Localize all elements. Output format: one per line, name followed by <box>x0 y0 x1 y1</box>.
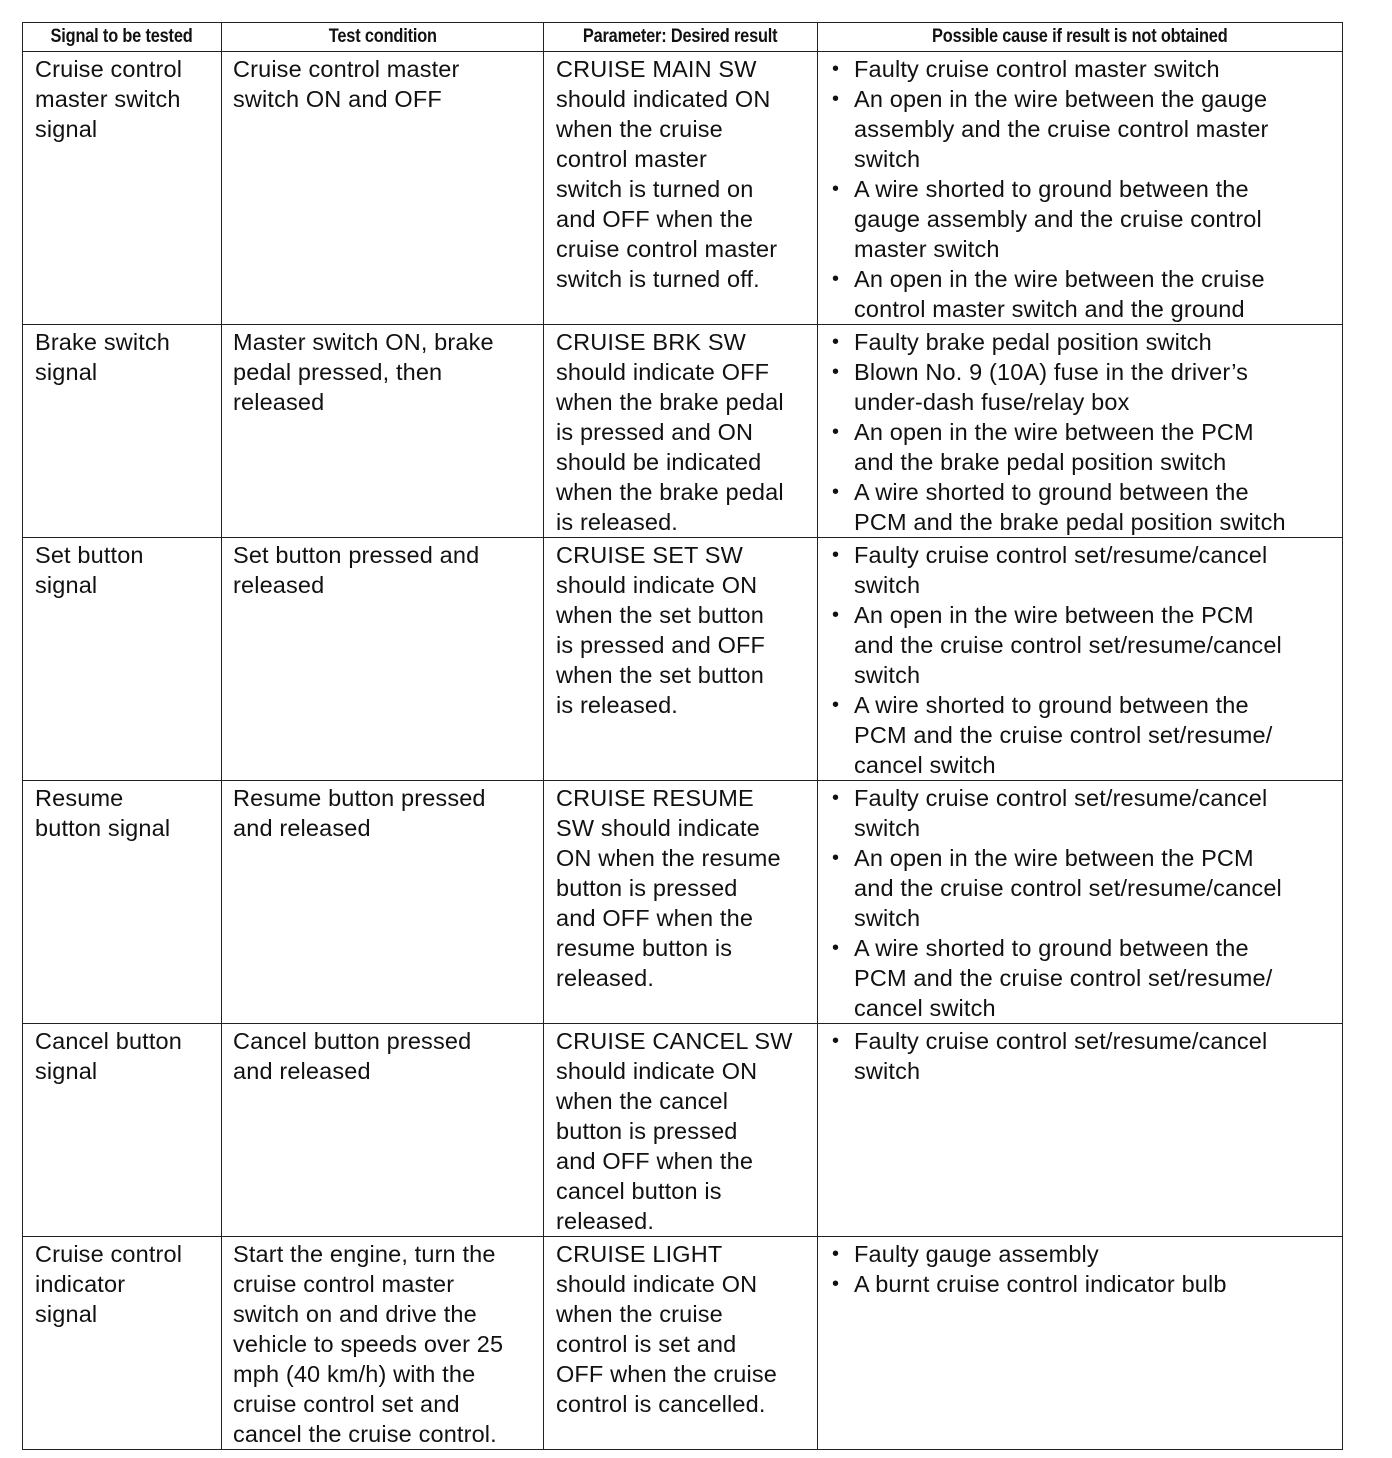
parameter-cell: CRUISE MAIN SW should indicated ON when the cruise control master switch is turned on and OFF when the cruise control master switch is turned off. <box>544 52 818 325</box>
causes-list <box>830 783 1336 1023</box>
bullet-icon: • <box>832 604 840 626</box>
table-row <box>23 1024 1343 1237</box>
list-item: • A wire shorted to ground between the PCM and the cruise control set/resume/ cancel switch <box>832 692 1273 778</box>
signal-cell: Set button signal <box>23 538 222 781</box>
list-item: • Faulty gauge assembly <box>832 1241 1099 1267</box>
bullet-icon: • <box>832 58 840 80</box>
list-item: • Faulty brake pedal position switch <box>832 329 1212 355</box>
list-item: • Blown No. 9 (10A) fuse in the driver’s under-dash fuse/relay box <box>832 359 1249 415</box>
header-signal: Signal to be tested <box>23 23 222 52</box>
causes-cell <box>818 538 1343 781</box>
table-header-row <box>23 23 1343 52</box>
bullet-icon: • <box>832 361 840 383</box>
condition-cell: Master switch ON, brake pedal pressed, then released <box>222 325 544 538</box>
condition-cell: Resume button pressed and released <box>222 781 544 1024</box>
list-item: • An open in the wire between the PCM and the brake pedal position switch <box>832 419 1254 475</box>
causes-list <box>830 540 1336 780</box>
header-parameter: Parameter: Desired result <box>544 23 818 52</box>
bullet-icon: • <box>832 937 840 959</box>
bullet-icon: • <box>832 88 840 110</box>
table-row <box>23 325 1343 538</box>
bullet-icon: • <box>832 1030 840 1052</box>
bullet-icon: • <box>832 787 840 809</box>
signal-cell: Cruise control indicator signal <box>23 1237 222 1450</box>
list-item: • Faulty cruise control set/resume/cancel switch <box>832 785 1268 841</box>
list-item: • A wire shorted to ground between the gauge assembly and the cruise control master switch <box>832 176 1262 262</box>
causes-cell <box>818 52 1343 325</box>
header-test-condition: Test condition <box>222 23 544 52</box>
signal-cell: Cancel button signal <box>23 1024 222 1237</box>
bullet-icon: • <box>832 268 840 290</box>
causes-cell <box>818 781 1343 1024</box>
list-item: • Faulty cruise control set/resume/cancel switch <box>832 542 1268 598</box>
bullet-icon: • <box>832 694 840 716</box>
list-item: • A wire shorted to ground between the PCM and the brake pedal position switch <box>832 479 1286 535</box>
causes-list <box>830 54 1336 324</box>
parameter-cell: CRUISE RESUME SW should indicate ON when the resume button is pressed and OFF when the resume button is released. <box>544 781 818 1024</box>
signal-test-table <box>22 22 1343 1450</box>
list-item: • An open in the wire between the gauge assembly and the cruise control master switch <box>832 86 1269 172</box>
list-item: • A wire shorted to ground between the PCM and the cruise control set/resume/ cancel switch <box>832 935 1273 1021</box>
header-possible-cause: Possible cause if result is not obtained <box>818 23 1343 52</box>
bullet-icon: • <box>832 178 840 200</box>
parameter-cell: CRUISE SET SW should indicate ON when the set button is pressed and OFF when the set button is released. <box>544 538 818 781</box>
list-item: • A burnt cruise control indicator bulb <box>832 1271 1227 1297</box>
parameter-cell: CRUISE BRK SW should indicate OFF when the brake pedal is pressed and ON should be indicated when the brake pedal is released. <box>544 325 818 538</box>
parameter-cell: CRUISE LIGHT should indicate ON when the cruise control is set and OFF when the cruise control is cancelled. <box>544 1237 818 1450</box>
table-row <box>23 52 1343 325</box>
bullet-icon: • <box>832 544 840 566</box>
bullet-icon: • <box>832 421 840 443</box>
list-item: • An open in the wire between the PCM and the cruise control set/resume/cancel switch <box>832 602 1282 688</box>
causes-cell <box>818 1024 1343 1237</box>
parameter-cell: CRUISE CANCEL SW should indicate ON when the cancel button is pressed and OFF when the cancel button is released. <box>544 1024 818 1237</box>
list-item: • Faulty cruise control master switch <box>832 56 1220 82</box>
condition-cell: Cancel button pressed and released <box>222 1024 544 1237</box>
signal-cell: Resume button signal <box>23 781 222 1024</box>
bullet-icon: • <box>832 847 840 869</box>
bullet-icon: • <box>832 1273 840 1295</box>
condition-cell: Start the engine, turn the cruise control master switch on and drive the vehicle to speeds over 25 mph (40 km/h) with the cruise control set and cancel the cruise control. <box>222 1237 544 1450</box>
condition-cell: Cruise control master switch ON and OFF <box>222 52 544 325</box>
list-item: • An open in the wire between the PCM and the cruise control set/resume/cancel switch <box>832 845 1282 931</box>
table-row <box>23 538 1343 781</box>
condition-cell: Set button pressed and released <box>222 538 544 781</box>
causes-cell <box>818 325 1343 538</box>
bullet-icon: • <box>832 331 840 353</box>
troubleshooting-table-container <box>22 22 1342 1450</box>
causes-cell <box>818 1237 1343 1450</box>
causes-list <box>830 1239 1336 1299</box>
causes-list <box>830 1026 1336 1086</box>
table-row <box>23 1237 1343 1450</box>
bullet-icon: • <box>832 481 840 503</box>
bullet-icon: • <box>832 1243 840 1265</box>
table-row <box>23 781 1343 1024</box>
causes-list <box>830 327 1336 537</box>
signal-cell: Brake switch signal <box>23 325 222 538</box>
signal-cell: Cruise control master switch signal <box>23 52 222 325</box>
list-item: • An open in the wire between the cruise control master switch and the ground <box>832 266 1265 322</box>
list-item: • Faulty cruise control set/resume/cancel switch <box>832 1028 1268 1084</box>
